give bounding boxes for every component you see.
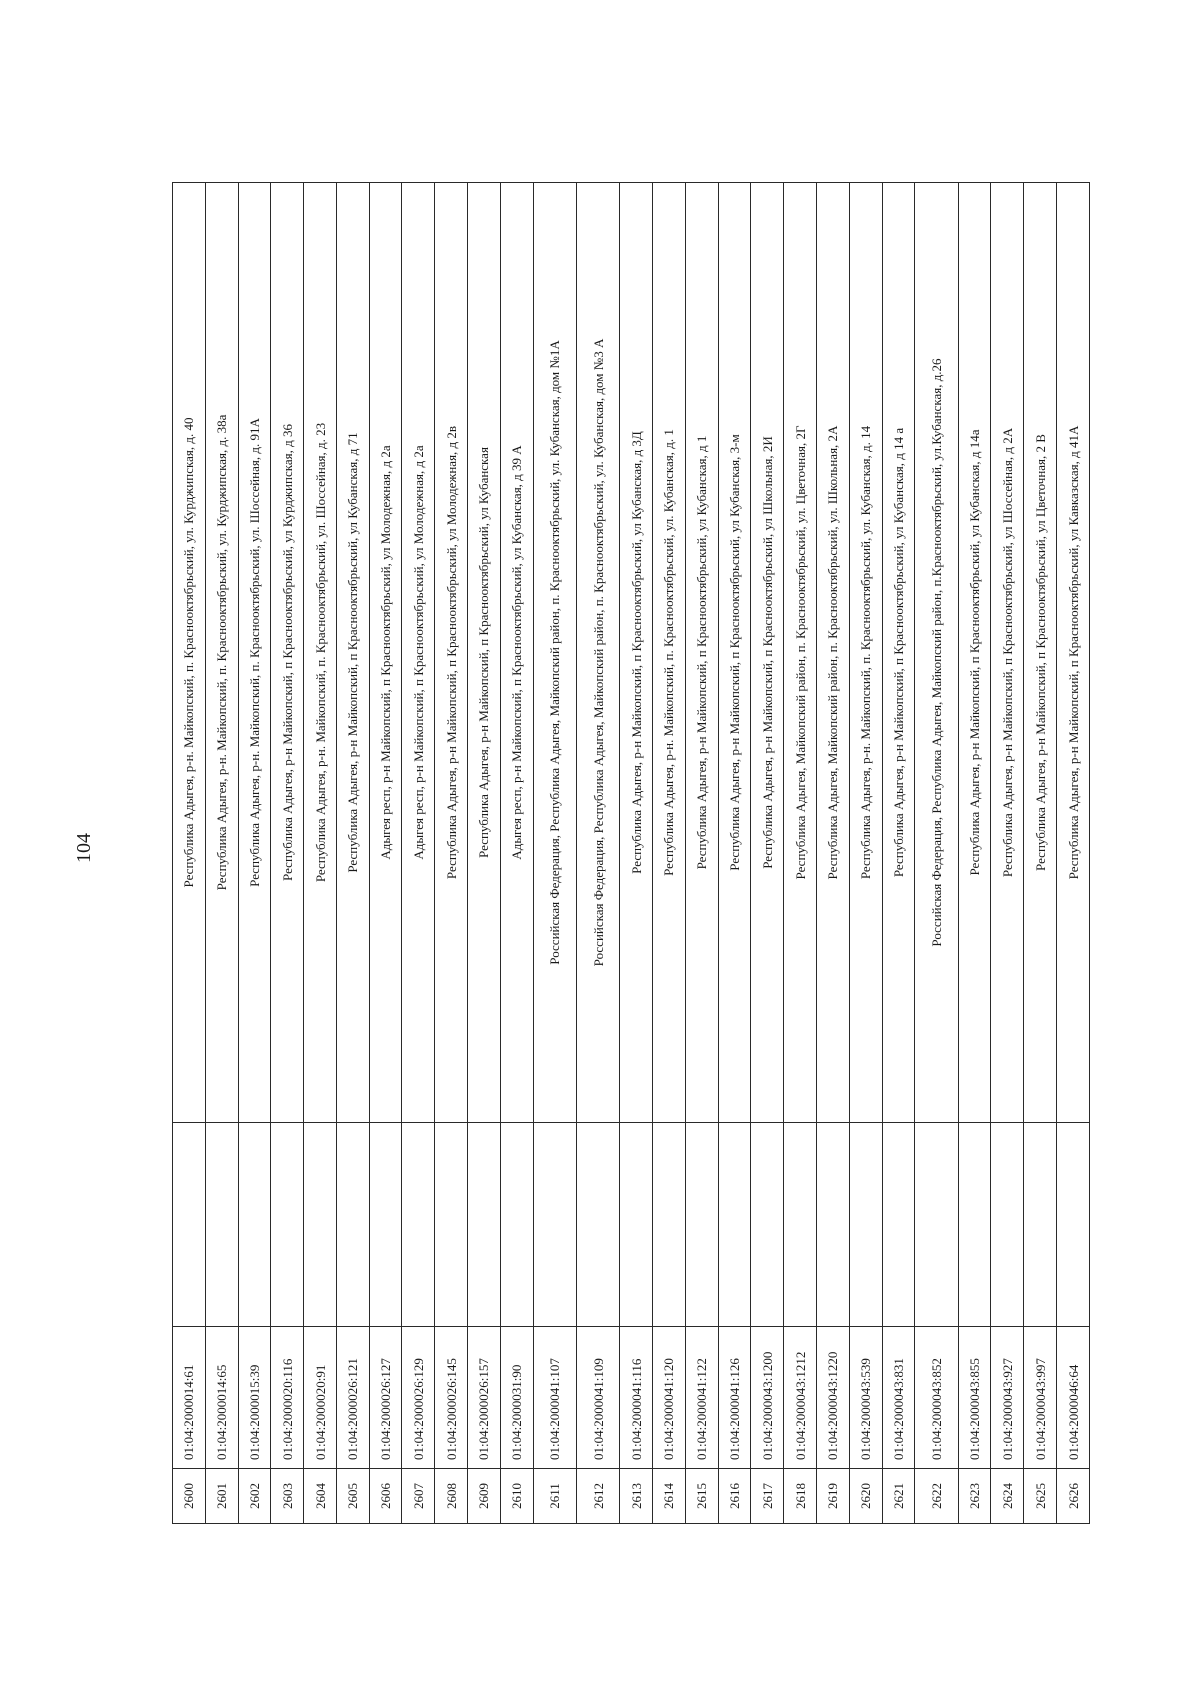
table-row bbox=[620, 183, 653, 1524]
address-cell: Республика Адыгея, р-н Майкопский, п Краснооктябрьский, ул Цветочная, 2 В bbox=[1024, 183, 1057, 1123]
empty-cell bbox=[533, 1123, 576, 1327]
cadastral-number-cell: 01:04:2000041:122 bbox=[685, 1327, 718, 1469]
cadastral-number-cell: 01:04:2000026:129 bbox=[402, 1327, 435, 1469]
empty-cell bbox=[1024, 1123, 1057, 1327]
table-row bbox=[369, 183, 402, 1524]
address-cell: Российская Федерация, Республика Адыгея, Майкопский район, п. Краснооктябрьский, ул. Кубанская, дом №3 А bbox=[576, 183, 619, 1123]
table-row bbox=[304, 183, 337, 1524]
cadastral-number-cell: 01:04:2000043:1212 bbox=[784, 1327, 817, 1469]
table-row bbox=[1024, 183, 1057, 1524]
empty-cell bbox=[958, 1123, 991, 1327]
row-number-cell: 2607 bbox=[402, 1469, 435, 1524]
table-row bbox=[817, 183, 850, 1524]
address-cell: Российская Федерация, Республика Адыгея, Майкопский район, п. Краснооктябрьский, ул. Кубанская, дом №1А bbox=[533, 183, 576, 1123]
table-row bbox=[882, 183, 915, 1524]
cadastral-number-cell: 01:04:2000015:39 bbox=[238, 1327, 271, 1469]
row-number-cell: 2624 bbox=[991, 1469, 1024, 1524]
empty-cell bbox=[685, 1123, 718, 1327]
empty-cell bbox=[620, 1123, 653, 1327]
empty-cell bbox=[653, 1123, 686, 1327]
table-row bbox=[271, 183, 304, 1524]
row-number-cell: 2622 bbox=[915, 1469, 958, 1524]
row-number-cell: 2604 bbox=[304, 1469, 337, 1524]
empty-cell bbox=[784, 1123, 817, 1327]
property-table bbox=[172, 182, 1090, 1524]
row-number-cell: 2620 bbox=[849, 1469, 882, 1524]
address-cell: Республика Адыгея, р-н. Майкопский, п. Краснооктябрьский, ул. Кубанская, д. 1 bbox=[653, 183, 686, 1123]
row-number-cell: 2605 bbox=[336, 1469, 369, 1524]
empty-cell bbox=[1057, 1123, 1090, 1327]
cadastral-number-cell: 01:04:2000043:539 bbox=[849, 1327, 882, 1469]
row-number-cell: 2617 bbox=[751, 1469, 784, 1524]
cadastral-number-cell: 01:04:2000014:65 bbox=[205, 1327, 238, 1469]
row-number-cell: 2609 bbox=[468, 1469, 501, 1524]
empty-cell bbox=[238, 1123, 271, 1327]
cadastral-number-cell: 01:04:2000031:90 bbox=[500, 1327, 533, 1469]
table-row bbox=[238, 183, 271, 1524]
row-number-cell: 2621 bbox=[882, 1469, 915, 1524]
empty-cell bbox=[576, 1123, 619, 1327]
empty-cell bbox=[304, 1123, 337, 1327]
page-number: 104 bbox=[72, 833, 95, 863]
row-number-cell: 2600 bbox=[173, 1469, 206, 1524]
table-row bbox=[500, 183, 533, 1524]
address-cell: Республика Адыгея, Майкопский район, п. Краснооктябрьский, ул. Цветочная, 2Г bbox=[784, 183, 817, 1123]
cadastral-number-cell: 01:04:2000041:107 bbox=[533, 1327, 576, 1469]
cadastral-number-cell: 01:04:2000043:852 bbox=[915, 1327, 958, 1469]
address-cell: Республика Адыгея, р-н Майкопский, п Краснооктябрьский, ул Курджипская, д 36 bbox=[271, 183, 304, 1123]
empty-cell bbox=[402, 1123, 435, 1327]
table-row bbox=[205, 183, 238, 1524]
empty-cell bbox=[751, 1123, 784, 1327]
table-row bbox=[576, 183, 619, 1524]
table-row bbox=[915, 183, 958, 1524]
row-number-cell: 2618 bbox=[784, 1469, 817, 1524]
address-cell: Республика Адыгея, р-н. Майкопский, п. Краснооктябрьский, ул. Курджипская, д. 40 bbox=[173, 183, 206, 1123]
table-row bbox=[468, 183, 501, 1524]
cadastral-number-cell: 01:04:2000043:831 bbox=[882, 1327, 915, 1469]
row-number-cell: 2626 bbox=[1057, 1469, 1090, 1524]
cadastral-number-cell: 01:04:2000026:121 bbox=[336, 1327, 369, 1469]
row-number-cell: 2614 bbox=[653, 1469, 686, 1524]
table-row bbox=[533, 183, 576, 1524]
cadastral-number-cell: 01:04:2000026:127 bbox=[369, 1327, 402, 1469]
row-number-cell: 2608 bbox=[435, 1469, 468, 1524]
address-cell: Республика Адыгея, р-н Майкопский, п Краснооктябрьский, ул Кубанская, д 14а bbox=[958, 183, 991, 1123]
table-row bbox=[336, 183, 369, 1524]
empty-cell bbox=[173, 1123, 206, 1327]
address-cell: Республика Адыгея, р-н Майкопский, п Краснооктябрьский, ул Молодежная, д 2в bbox=[435, 183, 468, 1123]
address-cell: Республика Адыгея, р-н Майкопский, п Краснооктябрьский, ул Кубанская, д 3Д bbox=[620, 183, 653, 1123]
cadastral-number-cell: 01:04:2000041:116 bbox=[620, 1327, 653, 1469]
row-number-cell: 2615 bbox=[685, 1469, 718, 1524]
address-cell: Республика Адыгея, р-н. Майкопский, п. Краснооктябрьский, ул. Шоссейная, д. 91А bbox=[238, 183, 271, 1123]
table-body bbox=[173, 183, 1090, 1524]
table-row bbox=[1057, 183, 1090, 1524]
table-row bbox=[991, 183, 1024, 1524]
cadastral-number-cell: 01:04:2000020:91 bbox=[304, 1327, 337, 1469]
cadastral-number-cell: 01:04:2000041:126 bbox=[718, 1327, 751, 1469]
empty-cell bbox=[817, 1123, 850, 1327]
empty-cell bbox=[336, 1123, 369, 1327]
empty-cell bbox=[271, 1123, 304, 1327]
address-cell: Республика Адыгея, р-н Майкопский, п Краснооктябрьский, ул Кавказская, д 41А bbox=[1057, 183, 1090, 1123]
address-cell: Республика Адыгея, р-н Майкопский, п Краснооктябрьский, ул Кубанская, д 1 bbox=[685, 183, 718, 1123]
address-cell: Республика Адыгея, р-н Майкопский, п Краснооктябрьский, ул Шоссейная, д 2А bbox=[991, 183, 1024, 1123]
empty-cell bbox=[205, 1123, 238, 1327]
table-row bbox=[718, 183, 751, 1524]
empty-cell bbox=[468, 1123, 501, 1327]
address-cell: Республика Адыгея, р-н Майкопский, п Краснооктябрьский, ул Кубанская bbox=[468, 183, 501, 1123]
row-number-cell: 2616 bbox=[718, 1469, 751, 1524]
row-number-cell: 2603 bbox=[271, 1469, 304, 1524]
cadastral-number-cell: 01:04:2000020:116 bbox=[271, 1327, 304, 1469]
address-cell: Республика Адыгея, р-н. Майкопский, п. Краснооктябрьский, ул. Курджипская, д. 38а bbox=[205, 183, 238, 1123]
table-row bbox=[685, 183, 718, 1524]
row-number-cell: 2610 bbox=[500, 1469, 533, 1524]
cadastral-number-cell: 01:04:2000026:157 bbox=[468, 1327, 501, 1469]
row-number-cell: 2601 bbox=[205, 1469, 238, 1524]
address-cell: Адыгея респ, р-н Майкопский, п Краснооктябрьский, ул Кубанская, д 39 А bbox=[500, 183, 533, 1123]
empty-cell bbox=[991, 1123, 1024, 1327]
cadastral-number-cell: 01:04:2000043:855 bbox=[958, 1327, 991, 1469]
row-number-cell: 2602 bbox=[238, 1469, 271, 1524]
empty-cell bbox=[882, 1123, 915, 1327]
address-cell: Адыгея респ, р-н Майкопский, п Краснооктябрьский, ул Молодежная, д 2а bbox=[369, 183, 402, 1123]
cadastral-number-cell: 01:04:2000014:61 bbox=[173, 1327, 206, 1469]
cadastral-number-cell: 01:04:2000041:109 bbox=[576, 1327, 619, 1469]
empty-cell bbox=[718, 1123, 751, 1327]
address-cell: Республика Адыгея, р-н Майкопский, п Краснооктябрьский, ул Кубанская, 3-м bbox=[718, 183, 751, 1123]
empty-cell bbox=[915, 1123, 958, 1327]
cadastral-number-cell: 01:04:2000043:1220 bbox=[817, 1327, 850, 1469]
table-row bbox=[849, 183, 882, 1524]
table-row bbox=[751, 183, 784, 1524]
empty-cell bbox=[500, 1123, 533, 1327]
table-row bbox=[402, 183, 435, 1524]
address-cell: Республика Адыгея, р-н Майкопский, п Краснооктябрьский, ул Кубанская, д 14 а bbox=[882, 183, 915, 1123]
cadastral-number-cell: 01:04:2000046:64 bbox=[1057, 1327, 1090, 1469]
cadastral-number-cell: 01:04:2000043:997 bbox=[1024, 1327, 1057, 1469]
row-number-cell: 2623 bbox=[958, 1469, 991, 1524]
table-row bbox=[958, 183, 991, 1524]
row-number-cell: 2613 bbox=[620, 1469, 653, 1524]
address-cell: Республика Адыгея, р-н Майкопский, п Краснооктябрьский, ул Кубанская, д 71 bbox=[336, 183, 369, 1123]
empty-cell bbox=[369, 1123, 402, 1327]
table-row bbox=[784, 183, 817, 1524]
rotated-table-container bbox=[172, 182, 1090, 1524]
address-cell: Республика Адыгея, р-н. Майкопский, п. Краснооктябрьский, ул. Кубанская, д. 14 bbox=[849, 183, 882, 1123]
row-number-cell: 2606 bbox=[369, 1469, 402, 1524]
cadastral-number-cell: 01:04:2000043:1200 bbox=[751, 1327, 784, 1469]
table-row bbox=[435, 183, 468, 1524]
cadastral-number-cell: 01:04:2000041:120 bbox=[653, 1327, 686, 1469]
table-row bbox=[173, 183, 206, 1524]
address-cell: Республика Адыгея, р-н Майкопский, п Краснооктябрьский, ул Школьная, 2И bbox=[751, 183, 784, 1123]
cadastral-number-cell: 01:04:2000026:145 bbox=[435, 1327, 468, 1469]
empty-cell bbox=[849, 1123, 882, 1327]
table-row bbox=[653, 183, 686, 1524]
row-number-cell: 2619 bbox=[817, 1469, 850, 1524]
address-cell: Республика Адыгея, р-н. Майкопский, п. Краснооктябрьский, ул. Шоссейная, д. 23 bbox=[304, 183, 337, 1123]
row-number-cell: 2612 bbox=[576, 1469, 619, 1524]
empty-cell bbox=[435, 1123, 468, 1327]
address-cell: Адыгея респ, р-н Майкопский, п Краснооктябрьский, ул Молодежная, д 2а bbox=[402, 183, 435, 1123]
address-cell: Российская Федерация, Республика Адыгея, Майкопский район, п.Краснооктябрьский, ул.Кубанская, д.26 bbox=[915, 183, 958, 1123]
row-number-cell: 2611 bbox=[533, 1469, 576, 1524]
cadastral-number-cell: 01:04:2000043:927 bbox=[991, 1327, 1024, 1469]
row-number-cell: 2625 bbox=[1024, 1469, 1057, 1524]
address-cell: Республика Адыгея, Майкопский район, п. Краснооктябрьский, ул. Школьная, 2А bbox=[817, 183, 850, 1123]
